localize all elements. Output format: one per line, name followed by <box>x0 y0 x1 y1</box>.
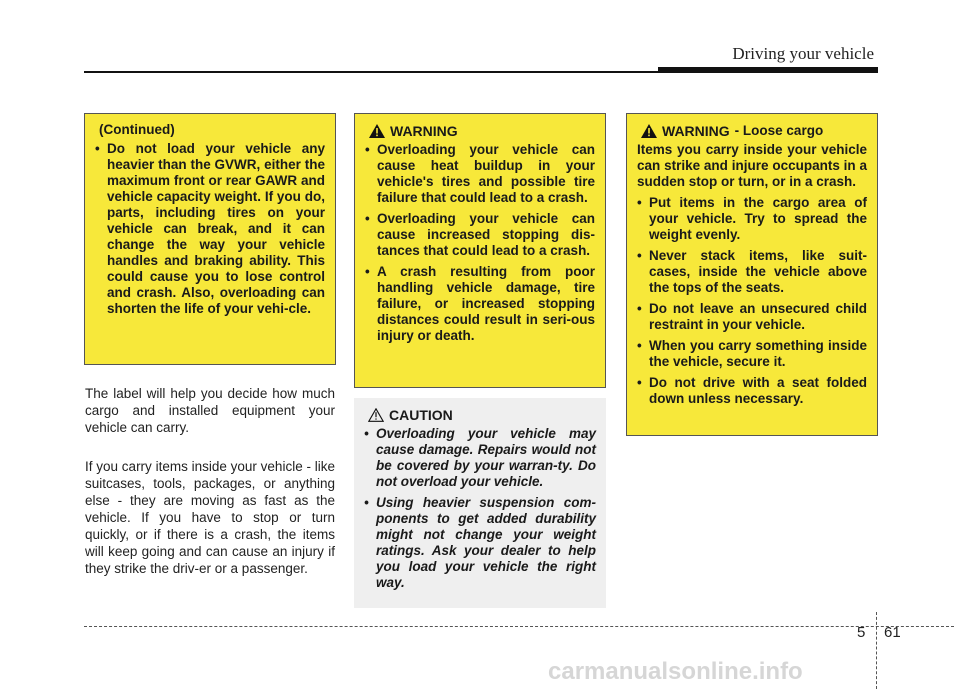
caution-heading: CAUTION <box>389 407 453 423</box>
footer-rule <box>84 626 954 627</box>
body-paragraph-2: If you carry items inside your vehicle - like suitcases, tools, packages, or anything else - they are moving as fast as the vehicle. If you have to stop or turn quickly, or if there is a crash, the items will keep going and can cause an injury if they strike the driv-er or a passenger. <box>85 459 335 576</box>
warning-item: • Overloading your vehicle can cause increased stopping dis-tances that could lead to a crash. <box>365 211 595 259</box>
caution-item: • Overloading your vehicle may cause damage. Repairs would not be covered by your warran-ty. Do not overload your vehicle. <box>364 426 596 490</box>
chapter-number: 5 <box>857 624 866 641</box>
loose-cargo-item: • Do not drive with a seat folded down unless necessary. <box>637 375 867 407</box>
warning-box <box>354 113 606 388</box>
body-paragraph-1: The label will help you decide how much cargo and installed equipment your vehicle can carry. <box>85 386 335 435</box>
caution-triangle-icon <box>368 408 384 422</box>
warning-header <box>365 122 595 140</box>
warning-triangle-icon <box>641 124 657 138</box>
loose-cargo-intro: Items you carry inside your vehicle can strike and injure occupants in a sudden stop or turn, or in a crash. <box>637 142 867 189</box>
loose-cargo-item: • Never stack items, like suit-cases, inside the vehicle above the tops of the seats. <box>637 248 867 296</box>
caution-box <box>354 398 606 608</box>
header-rule-thick <box>658 67 878 73</box>
loose-cargo-warning-box <box>626 113 878 436</box>
page-number: 61 <box>884 624 901 641</box>
warning-item: • A crash resulting from poor handling vehicle damage, tire failure, or increased stopping distances could result in seri-ous injury or death. <box>365 264 595 344</box>
continued-heading: (Continued) <box>99 122 175 137</box>
loose-cargo-item: • Put items in the cargo area of your vehicle. Try to spread the weight evenly. <box>637 195 867 243</box>
warning-heading: WARNING <box>390 123 458 139</box>
continued-item: • Do not load your vehicle any heavier than the GVWR, either the maximum front or rear GAWR and vehicle capacity weight. If you do, parts, including tires on your vehicle can break, and it can change the way your vehicle handles and braking ability. This could cause you to lose control and crash. Also, overloading can shorten the life of your vehi-cle. <box>95 141 325 317</box>
caution-header <box>364 406 596 424</box>
warning-item: • Overloading your vehicle can cause heat buildup in your vehicle's tires and possible tire failure that could lead to a crash. <box>365 142 595 206</box>
loose-cargo-heading: WARNING <box>662 123 730 139</box>
loose-cargo-item: • When you carry something inside the vehicle, secure it. <box>637 338 867 370</box>
loose-cargo-item: • Do not leave an unsecured child restraint in your vehicle. <box>637 301 867 333</box>
loose-cargo-subheading: - Loose cargo <box>734 123 824 138</box>
watermark-text: carmanualsonline.info <box>548 658 803 685</box>
footer-divider <box>876 612 877 689</box>
header-rule <box>84 71 660 73</box>
warning-triangle-icon <box>369 124 385 138</box>
caution-item: • Using heavier suspension com-ponents to get added durability might not change your weight ratings. Ask your dealer to help you load your vehicle the right way. <box>364 495 596 591</box>
section-title: Driving your vehicle <box>732 44 874 63</box>
loose-cargo-header <box>637 122 867 140</box>
continued-warning-box <box>84 113 336 365</box>
